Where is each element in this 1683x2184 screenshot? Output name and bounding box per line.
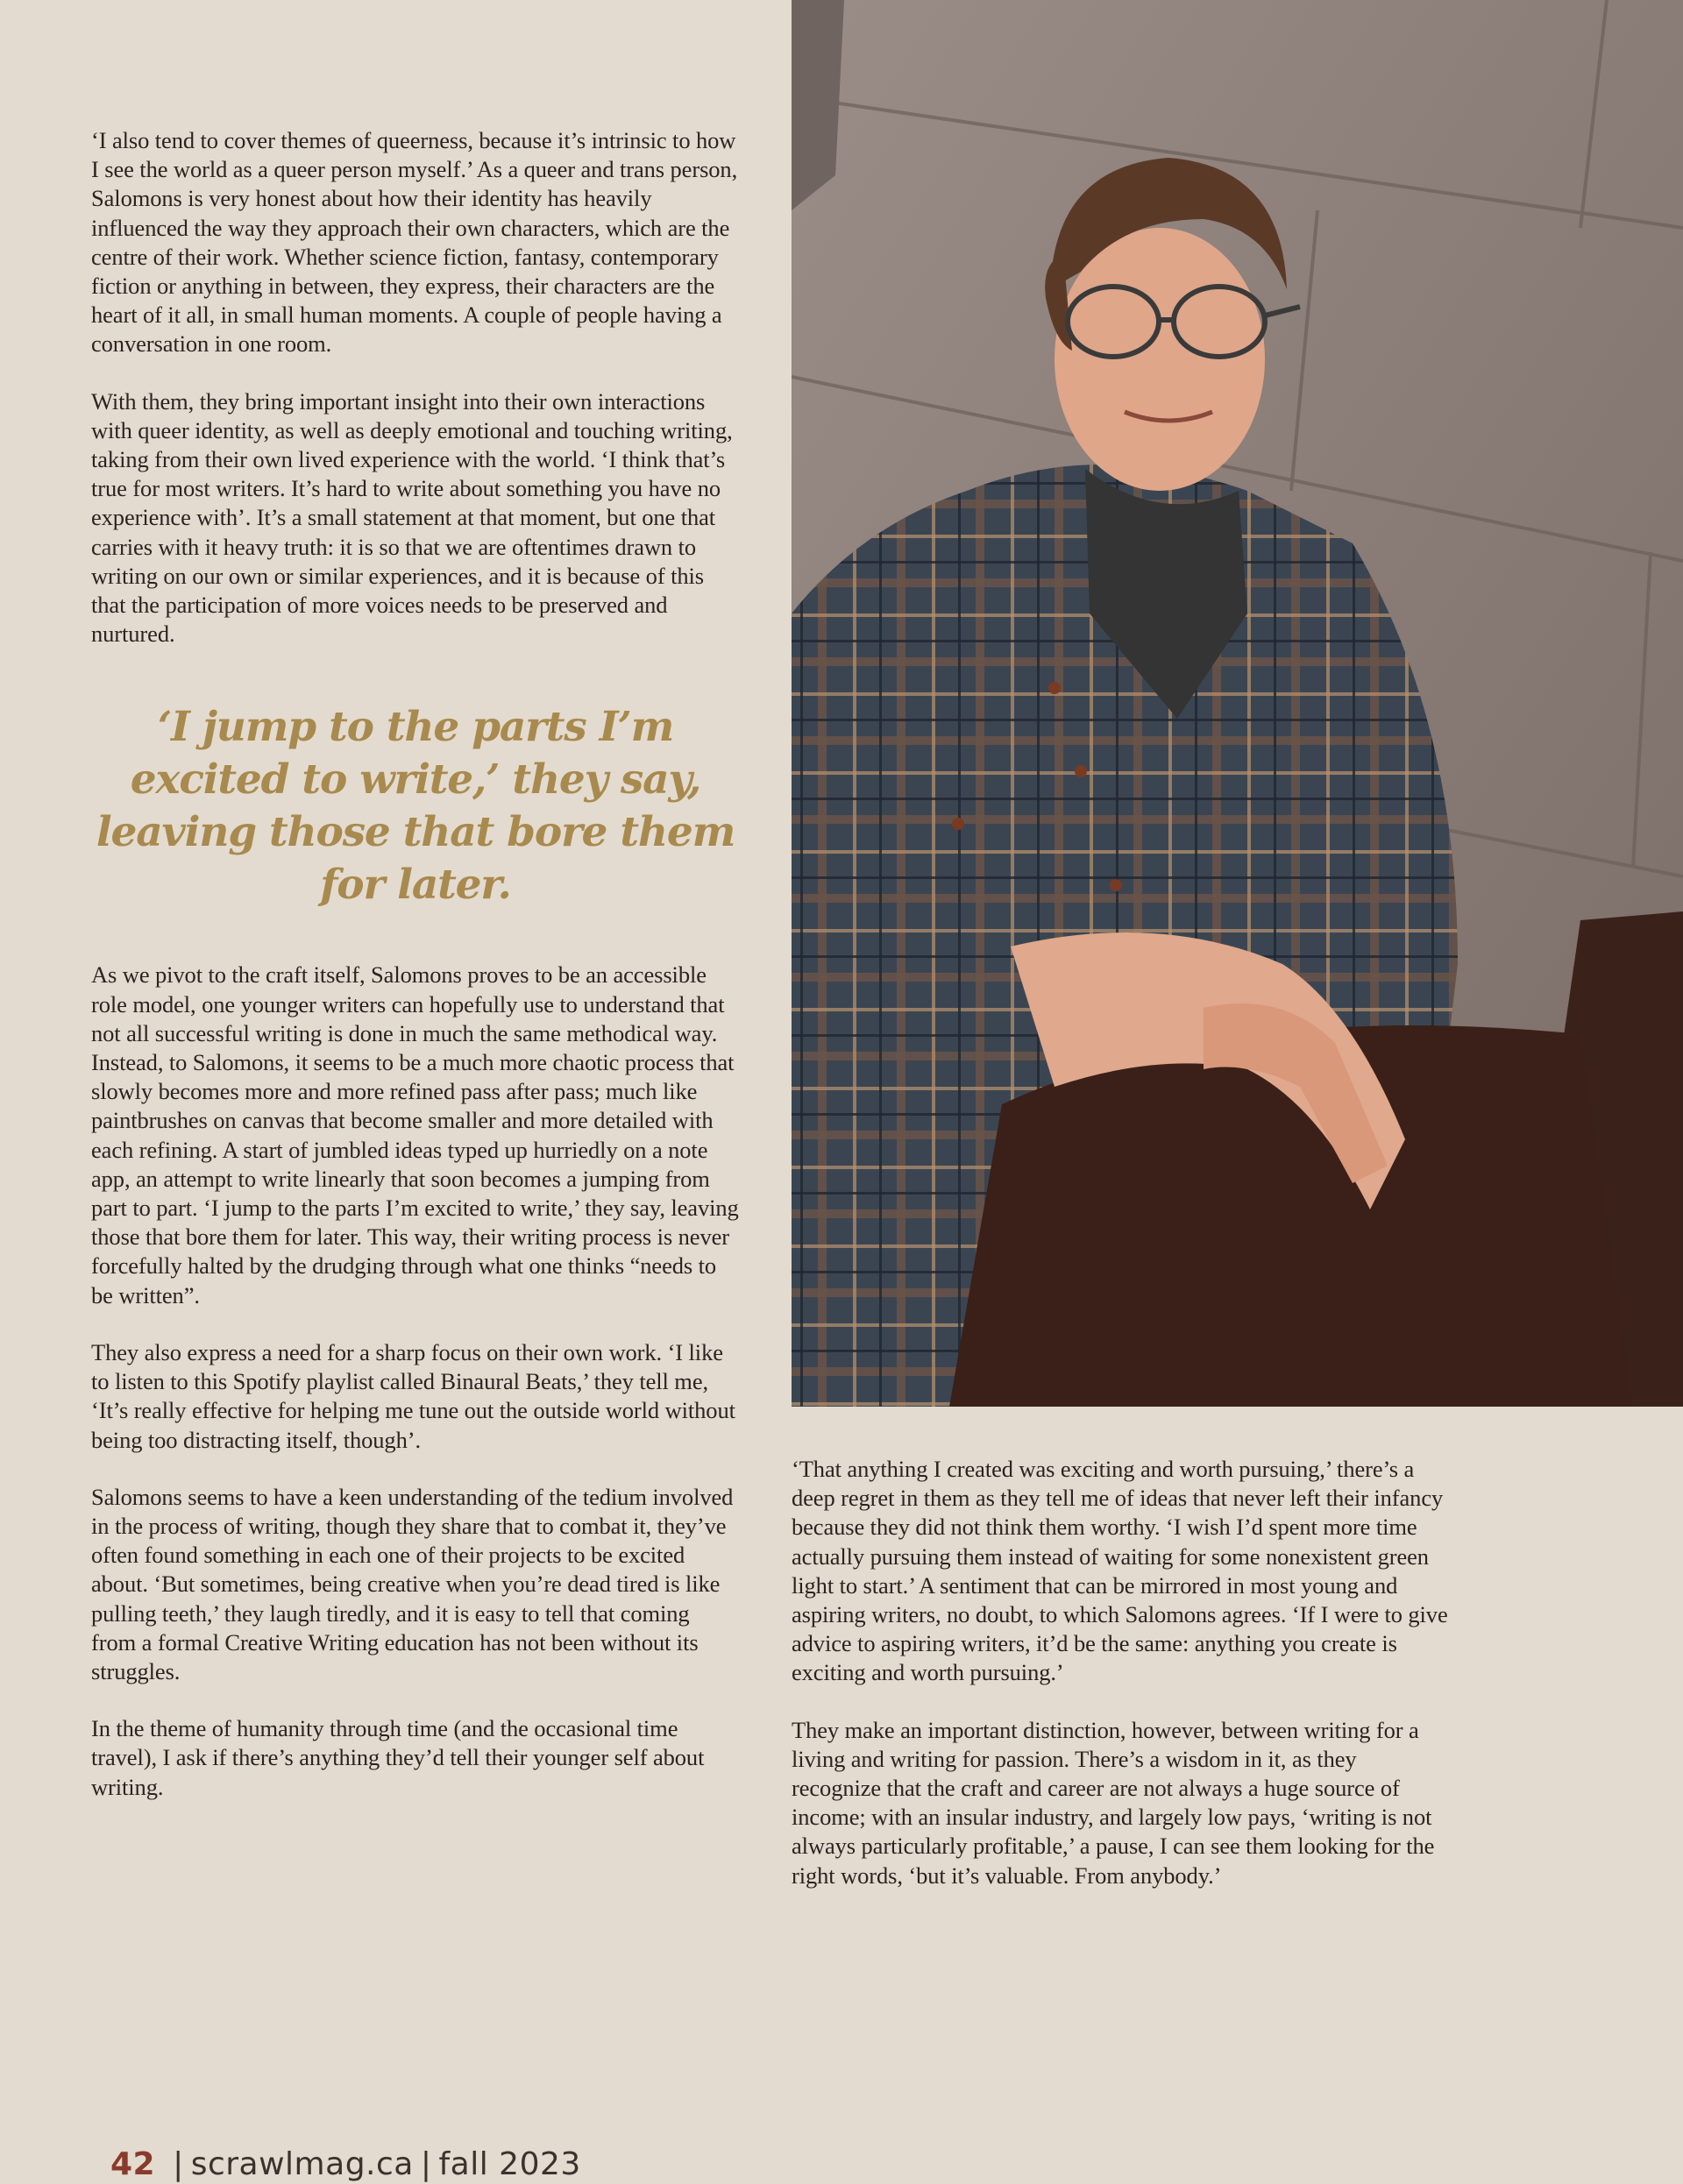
page-number: 42 xyxy=(110,2146,156,2182)
article-paragraph: ‘I also tend to cover themes of queerness, because it’s intrinsic to how I see the world as a queer person myself.’ As a queer and trans person, Salomons is very honest about how their identity has heavily influenced the way they approach their own characters, which are the centre of their work. Whether science fiction, fantasy, contemporary fiction or anything in between, they express, their characters are the heart of it all, in small human moments. A couple of people having a conversation in one room. xyxy=(91,127,738,358)
footer-issue: fall 2023 xyxy=(438,2146,581,2182)
article-paragraph: With them, they bring important insight into their own interactions with queer identity, as well as deeply emotional and touching writing, taking from their own lived experience with the world. ‘I think that’s true for most writers. It’s hard to write about something you have no experience with’. It’s a small statement at that moment, but one that carries with it heavy truth: it is so that we are oftentimes drawn to writing on our own or similar experiences, and it is because of this that the participation of more voices needs to be preserved and nurtured. xyxy=(91,387,733,648)
right-column xyxy=(792,1455,1451,1918)
article-paragraph: As we pivot to the craft itself, Salomons proves to be an accessible role model, one younger writers can hopefully use to understand that not all successful writing is done in much the same methodical way. Instead, to Salomons, it seems to be a much more chaotic process that slowly becomes more and more refined pass after pass; much like paintbrushes on canvas that become smaller and more detailed with each refining. A start of jumbled ideas typed up hurriedly on a note app, an attempt to write linearly that soon becomes a jumping from part to part. ‘I jump to the parts I’m excited to write,’ they say, leaving those that bore them for later. This way, their writing process is never forcefully halted by the drudging through what one thinks “needs to be written”. xyxy=(91,961,739,1308)
footer-separator: | xyxy=(173,2146,184,2182)
article-paragraph: ‘That anything I created was exciting and worth pursuing,’ there’s a deep regret in them as they tell me of ideas that never left their infancy because they did not think them worthy. ‘I wish I’d spent more time actually pursuing them instead of waiting for some nonexistent green light to start.’ A sentiment that can be mirrored in most young and aspiring writers, no doubt, to which Salomons agrees. ‘If I were to give advice to aspiring writers, it’d be the same: anything you create is exciting and worth pursuing.’ xyxy=(792,1456,1448,1686)
article-paragraph: In the theme of humanity through time (and the occasional time travel), I ask if there’s anything they’d tell their younger self about writing. xyxy=(91,1715,705,1800)
article-paragraph: They also express a need for a sharp focus on their own work. ‘I like to listen to this Spotify playlist called Binaural Beats,’ they tell me, ‘It’s really effective for helping me tune out the outside world without being too distracting itself, though’. xyxy=(91,1338,735,1453)
portrait-photo xyxy=(792,0,1683,1407)
page-footer xyxy=(110,2145,581,2184)
portrait-illustration xyxy=(792,0,1683,1407)
left-column xyxy=(91,126,740,1830)
article-paragraph: Salomons seems to have a keen understanding of the tedium involved in the process of writing, though they share that to combat it, they’ve often found something in each one of their projects to be excited about. ‘But sometimes, being creative when you’re dead tired is like pulling teeth,’ they laugh tiredly, and it is easy to tell that coming from a formal Creative Writing education has not been without its struggles. xyxy=(91,1483,734,1684)
article-paragraph: They make an important distinction, however, between writing for a living and writing for passion. There’s a wisdom in it, as they recognize that the craft and career are not always a huge source of income; with an insular industry, and largely low pays, ‘writing is not always particularly profitable,’ a pause, I can see them looking for the right words, ‘but it’s valuable. From anybody.’ xyxy=(792,1716,1435,1889)
pull-quote: ‘I jump to the parts I’m excited to write,’ they say, leaving those that bore them for later. xyxy=(96,703,735,910)
footer-separator: | xyxy=(420,2146,432,2182)
footer-site-link[interactable]: scrawlmag.ca xyxy=(190,2146,414,2182)
